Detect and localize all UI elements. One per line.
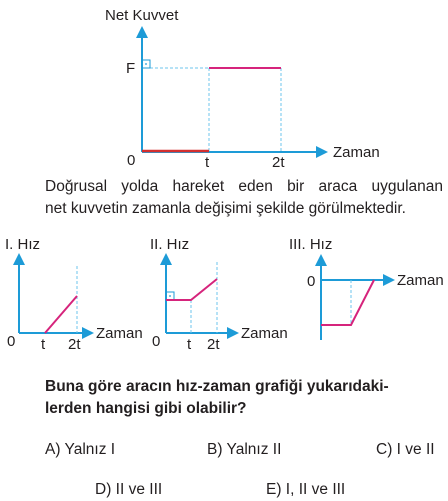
- graph-II-origin: 0: [152, 333, 161, 350]
- t2-label: 2t: [272, 154, 285, 171]
- graph-III: [289, 236, 444, 340]
- graph-I-t2: 2t: [68, 336, 81, 353]
- x-axis-arrow: [316, 146, 328, 158]
- graph-I-t: t: [41, 336, 46, 353]
- option-a[interactable]: A) Yalnız I: [45, 441, 116, 458]
- option-e[interactable]: E) I, II ve III: [266, 481, 346, 498]
- graph-I-line: [45, 296, 77, 333]
- t-label: t: [205, 154, 210, 171]
- graph-I-origin: 0: [7, 333, 16, 350]
- graph-I-y-arrow: [13, 253, 25, 265]
- x-axis-label: Zaman: [333, 144, 380, 161]
- graph-I-x-arrow: [82, 327, 94, 339]
- graph-I-x-label: Zaman: [96, 325, 143, 342]
- graph-II-x-arrow: [227, 327, 239, 339]
- description-line-2: net kuvvetin zamanla değişimi şekilde görülmektedir.: [45, 200, 406, 217]
- graph-I: [5, 236, 143, 353]
- option-d[interactable]: D) II ve III: [95, 481, 163, 498]
- question-line-2: lerden hangisi gibi olabilir?: [45, 400, 247, 417]
- graph-III-title: III. Hız: [289, 236, 333, 253]
- y-axis-arrow: [136, 26, 148, 38]
- f-label: F: [126, 60, 136, 77]
- net-force-graph: [105, 7, 380, 171]
- graph-III-y-arrow: [315, 254, 327, 266]
- graph-II: [150, 236, 288, 353]
- graph-II-y-arrow: [160, 253, 172, 265]
- graph-III-origin: 0: [307, 273, 316, 290]
- graph-II-t: t: [187, 336, 192, 353]
- graph-I-title: I. Hız: [5, 236, 41, 253]
- question-line-1: Buna göre aracın hız-zaman grafiği yukarıdaki-: [45, 378, 389, 395]
- origin-label: 0: [127, 152, 136, 169]
- graph-II-t2: 2t: [207, 336, 220, 353]
- right-angle-dot: [145, 63, 147, 65]
- graph-II-title: II. Hız: [150, 236, 190, 253]
- option-c[interactable]: C) I ve II: [376, 441, 435, 458]
- graph-III-x-label: Zaman: [397, 272, 444, 289]
- graph-III-x-arrow: [383, 274, 395, 286]
- graph-II-x-label: Zaman: [241, 325, 288, 342]
- graph-II-right-angle-dot: [169, 295, 171, 297]
- y-axis-label: Net Kuvvet: [105, 7, 179, 24]
- description-line-1: Doğrusal yolda hareket eden bir araca uygulanan: [45, 178, 443, 195]
- graph-III-line: [321, 280, 374, 325]
- option-b[interactable]: B) Yalnız II: [207, 441, 282, 458]
